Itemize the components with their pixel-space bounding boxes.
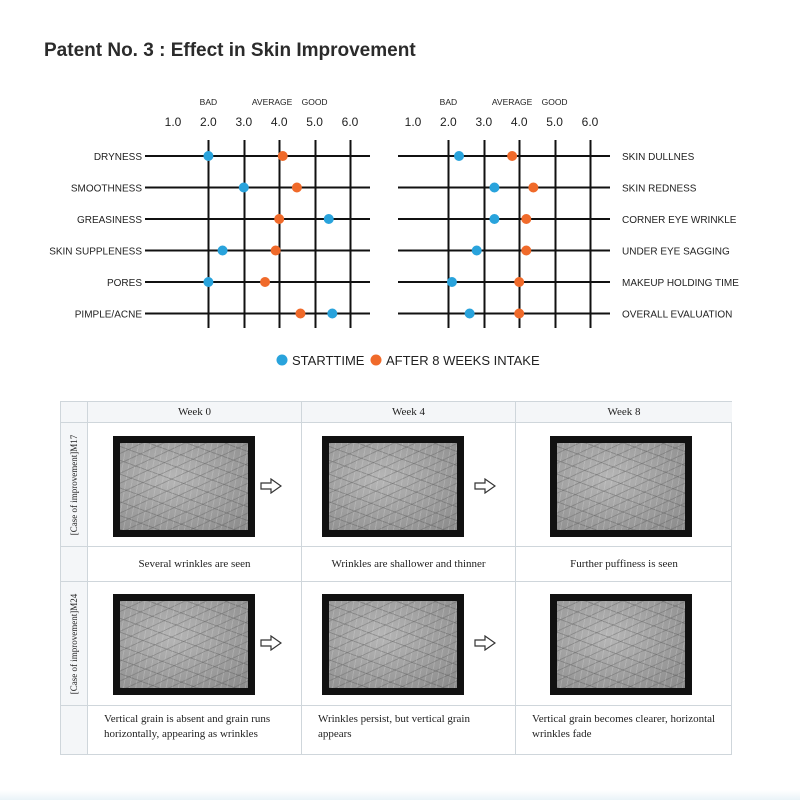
chart-left (49, 97, 370, 328)
chart-right (398, 97, 739, 328)
arrow-right-icon (474, 635, 496, 651)
scale-label: GOOD (301, 97, 328, 107)
skin-photo-m24-week-0 (113, 594, 255, 695)
legend-label: STARTTIME (292, 353, 365, 368)
data-point (260, 277, 270, 287)
column-header-week-8: Week 8 (516, 402, 732, 423)
data-point (203, 151, 213, 161)
row-label-m24-caption-cell (61, 706, 88, 754)
category-label: UNDER EYE SAGGING (622, 246, 730, 258)
tick-label: 3.0 (475, 115, 493, 129)
category-label: SMOOTHNESS (70, 183, 142, 195)
category-label: MAKEUP HOLDING TIME (622, 278, 739, 289)
arrow-right-icon (474, 478, 496, 494)
tick-label: 1.0 (404, 115, 422, 129)
data-point (324, 214, 334, 224)
tick-label: 1.0 (164, 115, 182, 129)
tick-label: 5.0 (546, 115, 563, 129)
legend-marker (277, 355, 288, 366)
data-point (465, 309, 475, 319)
data-point (507, 151, 517, 161)
title-separator: : (159, 40, 166, 61)
skin-photo-m17-week-0 (113, 436, 255, 537)
data-point (514, 309, 524, 319)
tick-label: 2.0 (440, 115, 457, 129)
data-point (271, 246, 281, 256)
scale-label: AVERAGE (491, 97, 533, 107)
tick-label: 5.0 (306, 115, 323, 129)
scale-label: BAD (199, 97, 218, 107)
caption-m17-week-8: Further puffiness is seen (516, 547, 732, 582)
category-label: SKIN REDNESS (622, 183, 697, 195)
data-point (278, 151, 288, 161)
arrow-right-icon (260, 478, 282, 494)
tick-label: 4.0 (510, 115, 528, 129)
caption-m24-week-8: Vertical grain becomes clearer, horizontal wrinkles fade (532, 713, 716, 740)
category-label: OVERALL EVALUATION (622, 309, 733, 321)
data-point (327, 309, 337, 319)
data-point (521, 214, 531, 224)
legend-marker (371, 355, 382, 366)
data-point (528, 183, 538, 193)
data-point (292, 183, 302, 193)
arrow-right-icon (260, 635, 282, 651)
bottom-band (0, 790, 800, 800)
category-label: PORES (106, 278, 142, 289)
tick-label: 6.0 (581, 115, 599, 129)
caption-m17-week-0: Several wrinkles are seen (88, 547, 302, 582)
tick-label: 2.0 (200, 115, 217, 129)
data-point (239, 183, 249, 193)
row-label-m17: [Case of improvement]M17 (69, 434, 79, 535)
data-point (521, 246, 531, 256)
scale-label: AVERAGE (251, 97, 293, 107)
row-label-m17-cell (61, 423, 88, 547)
data-point (472, 246, 482, 256)
skin-photo-m24-week-4 (322, 594, 464, 695)
category-label: SKIN DULLNES (622, 152, 695, 163)
data-point (489, 214, 499, 224)
caption-m24-week-4: Wrinkles persist, but vertical grain appears (302, 706, 516, 754)
table-corner (61, 402, 88, 423)
title-main: Effect in Skin Improvement (170, 40, 416, 61)
skin-photo-m24-week-8 (550, 594, 692, 695)
tick-label: 3.0 (235, 115, 253, 129)
column-header-week-0: Week 0 (88, 402, 302, 423)
data-point (454, 151, 464, 161)
column-header-week-4: Week 4 (302, 402, 516, 423)
image-cell-m17-week-0 (88, 423, 302, 547)
row-label-m24: [Case of improvement]M24 (69, 593, 79, 694)
data-point (447, 277, 457, 287)
skin-photo-m17-week-8 (550, 436, 692, 537)
scale-label: GOOD (541, 97, 568, 107)
category-label: DRYNESS (93, 152, 142, 163)
category-label: SKIN SUPPLENESS (49, 246, 142, 258)
category-label: PIMPLE/ACNE (74, 309, 142, 321)
legend (277, 353, 540, 368)
image-cell-m17-week-8 (516, 423, 732, 547)
legend-label: AFTER 8 WEEKS INTAKE (386, 353, 540, 368)
category-label: CORNER EYE WRINKLE (622, 215, 737, 226)
caption-m17-week-4: Wrinkles are shallower and thinner (302, 547, 516, 582)
data-point (274, 214, 284, 224)
data-point (489, 183, 499, 193)
image-cell-m24-week-8 (516, 582, 732, 706)
data-point (514, 277, 524, 287)
row-label-m17-caption-cell (61, 547, 88, 582)
data-point (218, 246, 228, 256)
image-cell-m17-week-4 (302, 423, 516, 547)
row-label-m24-cell (61, 582, 88, 706)
skin-photo-m17-week-4 (322, 436, 464, 537)
tick-label: 6.0 (341, 115, 359, 129)
data-point (203, 277, 213, 287)
scale-label: BAD (439, 97, 458, 107)
data-point (295, 309, 305, 319)
category-label: GREASINESS (76, 215, 142, 226)
comparison-table (60, 401, 732, 755)
title-prefix: Patent No. 3 (44, 40, 154, 61)
caption-m24-week-0: Vertical grain is absent and grain runs horizontally, appearing as wrinkles (88, 706, 302, 754)
image-cell-m24-week-0 (88, 582, 302, 706)
tick-label: 4.0 (270, 115, 288, 129)
image-cell-m24-week-4 (302, 582, 516, 706)
